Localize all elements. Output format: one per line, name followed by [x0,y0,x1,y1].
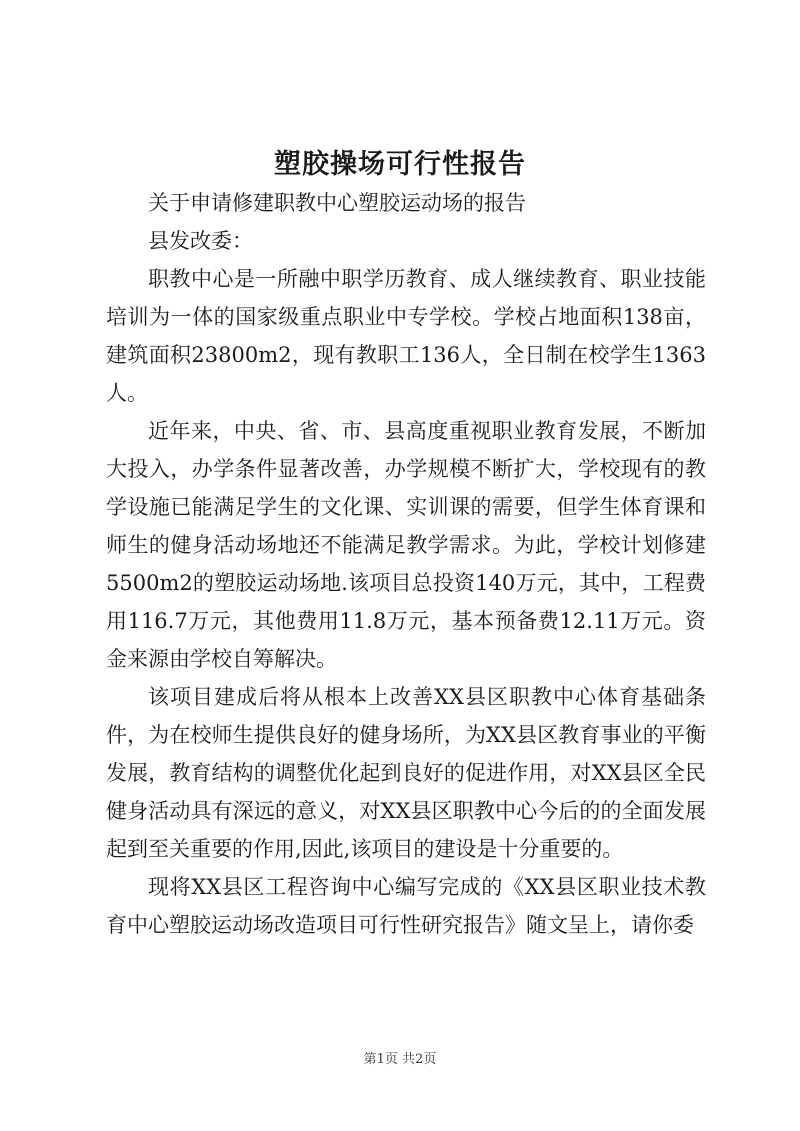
paragraph-submission: 现将XX县区工程咨询中心编写完成的《XX县区职业技术教育中心塑胶运动场改造项目可行性研究报告》随文呈上，请你委 [106,875,706,937]
document-body [106,184,706,944]
paragraph-project-significance: 该项目建成后将从根本上改善XX县区职教中心体育基础条件，为在校师生提供良好的健身场所，为XX县区教育事业的平衡发展，教育结构的调整优化起到良好的促进作用，对XX县区全民健身活动具有深远的意义，对XX县区职教中心今后的的全面发展起到至关重要的作用,因此,该项目的建设是十分重要的。 [106,685,706,861]
page-footer: 第1页 共2页 [363,1052,437,1067]
report-subject: 关于申请修建职教中心塑胶运动场的报告 [148,191,526,215]
addressee: 县发改委： [148,229,253,253]
document-title: 塑胶操场可行性报告 [274,149,526,180]
paragraph-project-plan: 近年来，中央、省、市、县高度重视职业教育发展，不断加大投入，办学条件显著改善，办学规模不断扩大，学校现有的教学设施已能满足学生的文化课、实训课的需要，但学生体育课和师生的健身活动场地还不能满足教学需求。为此，学校计划修建5500m2的塑胶运动场地.该项目总投资140万元，其中，工程费用116.7万元，其他费用11.8万元，基本预备费12.11万元。资金来源由学校自筹解决。 [106,419,706,671]
paragraph-school-intro: 职教中心是一所融中职学历教育、成人继续教育、职业技能培训为一体的国家级重点职业中专学校。学校占地面积138亩，建筑面积23800m2，现有教职工136人，全日制在校学生1363人。 [106,267,706,405]
